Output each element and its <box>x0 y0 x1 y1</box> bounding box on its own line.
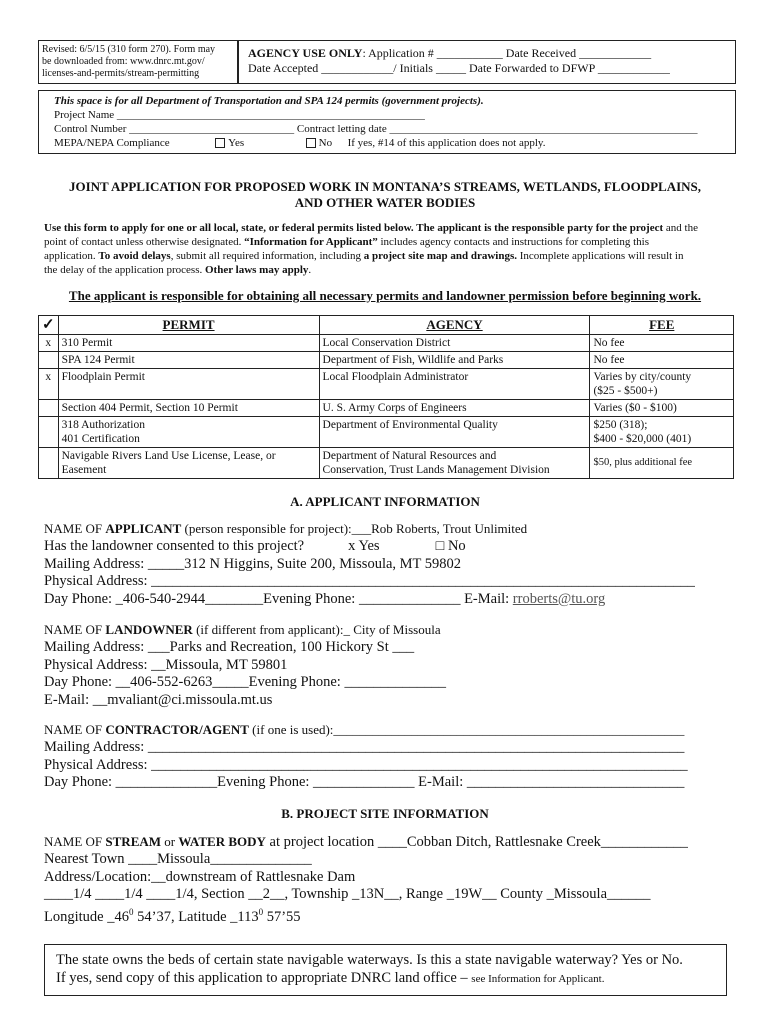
revision-line-3: licenses-and-permits/stream-permitting <box>42 68 200 79</box>
permit-name-cell: Navigable Rivers Land Use License, Lease, or Easement <box>58 448 319 479</box>
project-name-field[interactable]: Project Name ________________________________________________________ <box>54 109 425 121</box>
instructions-line-2: point of contact unless otherwise designated. <box>44 236 245 248</box>
permit-name-cell: 318 Authorization 401 Certification <box>58 417 319 448</box>
permit-row <box>39 369 734 400</box>
instructions-line-3-mid: , submit all required information, including <box>170 250 364 262</box>
consent-question: Has the landowner consented to this project? <box>44 538 305 554</box>
legal-description-field[interactable]: ____1/4 ____1/4 ____1/4, Section __2__, Township _13N__, Range _19W__ County _Missoula______ <box>44 886 651 902</box>
revision-line-1: Revised: 6/5/15 (310 form 270). Form may <box>42 44 216 55</box>
permits-header-row <box>39 316 734 335</box>
instructions-line-3-end: Incomplete applications will result in <box>517 250 684 262</box>
permit-fee-cell: Varies ($0 - $100) <box>590 400 734 417</box>
section-a-heading: A. APPLICANT INFORMATION <box>290 494 480 509</box>
permits-table <box>38 315 734 479</box>
fee-column-header: FEE <box>590 316 734 335</box>
applicant-label: APPLICANT <box>105 521 182 536</box>
water-body-label: WATER BODY <box>178 834 266 849</box>
mepa-label: MEPA/NEPA Compliance <box>54 137 170 149</box>
permit-fee-cell: $250 (318); $400 - $20,000 (401) <box>590 417 734 448</box>
instructions-line-4: the delay of the application process. <box>44 264 205 276</box>
permit-agency-cell: U. S. Army Corps of Engineers <box>319 400 590 417</box>
contractor-label: CONTRACTOR/AGENT <box>105 722 249 737</box>
landowner-email-field[interactable]: E-Mail: __mvaliant@ci.missoula.mt.us <box>44 691 273 708</box>
applicant-info <box>44 520 734 608</box>
landowner-label: LANDOWNER <box>105 622 193 637</box>
permit-name-cell: 310 Permit <box>58 335 319 352</box>
landowner-phone-fields[interactable]: Day Phone: __406-552-6263_____Evening Phone: ______________ <box>44 674 446 690</box>
agency-column-header: AGENCY <box>319 316 590 335</box>
permit-row <box>39 448 734 479</box>
stream-name-prefix: NAME OF <box>44 834 106 849</box>
longitude-value: 54’37, Latitude _113 <box>133 908 259 925</box>
permit-name-cell: SPA 124 Permit <box>58 352 319 369</box>
mepa-yes-label: Yes <box>228 137 245 149</box>
latitude-value: 57’55 <box>263 908 301 925</box>
applicant-physical-address[interactable]: Physical Address: ___________________________________________________________________________ <box>44 573 695 589</box>
mepa-yes-checkbox[interactable] <box>215 138 225 148</box>
consent-no-option[interactable]: □ No <box>435 538 466 554</box>
navigable-instruction: If yes, send copy of this application to appropriate DNRC land office – <box>56 969 472 986</box>
title-line-1: JOINT APPLICATION FOR PROPOSED WORK IN MONTANA’S STREAMS, WETLANDS, FLOODPLAINS, <box>68 179 702 194</box>
date-accepted-field[interactable]: Date Accepted ____________/ Initials _____ Date Forwarded to DFWP ____________ <box>248 61 670 75</box>
consent-yes-option[interactable]: x Yes <box>348 538 380 554</box>
permit-check-cell[interactable]: x <box>39 335 59 352</box>
applicant-phone-fields[interactable]: Day Phone: _406-540-2944________Evening Phone: ______________ E-Mail: <box>44 590 513 607</box>
permit-name-cell: Floodplain Permit <box>58 369 319 400</box>
permit-check-cell[interactable] <box>39 352 59 369</box>
permit-agency-cell: Department of Fish, Wildlife and Parks <box>319 352 590 369</box>
longitude-degree: 0 <box>128 906 134 917</box>
contractor-physical-address[interactable]: Physical Address: __________________________________________________________________________ <box>44 756 688 773</box>
see-info-for-applicant: see Information for Applicant. <box>471 972 605 985</box>
mepa-note: If yes, #14 of this application does not apply. <box>347 137 546 149</box>
latitude-degree: 0 <box>258 906 264 917</box>
gov-project-fields <box>54 94 730 150</box>
permit-fee-cell: $50, plus additional fee <box>590 448 734 479</box>
stream-label: STREAM <box>105 834 162 849</box>
permit-check-cell[interactable] <box>39 417 59 448</box>
form-title <box>20 179 750 211</box>
nearest-town-field[interactable]: Nearest Town ____Missoula______________ <box>44 851 312 867</box>
permit-fee-cell: Varies by city/county ($25 - $500+) <box>590 369 734 400</box>
permit-row <box>39 352 734 369</box>
other-laws: Other laws may apply <box>204 264 309 276</box>
avoid-delays: To avoid delays <box>98 250 171 262</box>
mepa-row <box>54 136 730 150</box>
landowner-name-field[interactable]: (if different from applicant):_ City of Missoula <box>192 622 441 637</box>
control-number-field[interactable]: Control Number ______________________________ Contract letting date ________________________________________________________ <box>54 123 698 135</box>
applicant-mailing-address[interactable]: Mailing Address: _____312 N Higgins, Suite 200, Missoula, MT 59802 <box>44 555 462 572</box>
landowner-mailing-address[interactable]: Mailing Address: ___Parks and Recreation, 100 Hickory St ___ <box>44 639 415 655</box>
revision-line-2: be downloaded from: www.dnrc.mt.gov/ <box>42 56 205 67</box>
stream-name-field[interactable]: at project location ____Cobban Ditch, Rattlesnake Creek____________ <box>265 834 688 850</box>
permit-row <box>39 400 734 417</box>
instructions-line-3: application. <box>44 250 99 262</box>
responsibility-notice: The applicant is responsible for obtaining all necessary permits and landowner permission before beginning work. <box>68 288 702 303</box>
application-number-field[interactable]: : Application # ___________ Date Received ____________ <box>362 46 652 60</box>
title-line-2: AND OTHER WATER BODIES <box>294 195 476 210</box>
permit-fee-cell: No fee <box>590 335 734 352</box>
instructions-line-1-end: and the <box>663 222 698 234</box>
longitude-label: Longitude _46 <box>44 908 129 925</box>
contractor-mailing-address[interactable]: Mailing Address: __________________________________________________________________________ <box>44 739 685 755</box>
instructions <box>44 221 734 277</box>
permit-row <box>39 335 734 352</box>
permit-agency-cell: Department of Environmental Quality <box>319 417 590 448</box>
agency-use-only-label: AGENCY USE ONLY <box>248 46 363 60</box>
permit-agency-cell: Department of Natural Resources and Conservation, Trust Lands Management Division <box>319 448 590 479</box>
coordinates-field[interactable] <box>44 904 734 926</box>
contractor-info <box>44 721 734 792</box>
info-for-applicant-ref: “Information for Applicant” <box>244 236 378 248</box>
check-column-header: ✓ <box>39 316 59 335</box>
mepa-no-checkbox[interactable] <box>306 138 316 148</box>
site-map-requirement: a project site map and drawings. <box>363 250 517 262</box>
permit-agency-cell: Local Conservation District <box>319 335 590 352</box>
applicant-name-field[interactable]: (person responsible for project):___Rob Roberts, Trout Unlimited <box>181 521 528 536</box>
permit-name-cell: Section 404 Permit, Section 10 Permit <box>58 400 319 417</box>
permit-agency-cell: Local Floodplain Administrator <box>319 369 590 400</box>
contractor-name-prefix: NAME OF <box>44 722 106 737</box>
permit-check-cell[interactable] <box>39 448 59 479</box>
applicant-email-link[interactable]: rroberts@tu.org <box>512 590 606 607</box>
applicant-name-prefix: NAME OF <box>44 521 106 536</box>
contractor-name-field[interactable]: (if one is used):______________________________________________________ <box>248 722 685 737</box>
mepa-no-label: No <box>318 137 333 149</box>
stream-or: or <box>161 834 179 849</box>
permit-check-cell[interactable] <box>39 400 59 417</box>
permit-column-header: PERMIT <box>58 316 319 335</box>
landowner-physical-address[interactable]: Physical Address: __Missoula, MT 59801 <box>44 656 288 673</box>
permit-row <box>39 417 734 448</box>
agency-use-fields <box>248 46 728 76</box>
project-site-info <box>44 833 734 926</box>
instructions-line-1: Use this form to apply for one or all local, state, or federal permits listed below. The applicant is the responsible party for the project <box>44 222 664 234</box>
permit-fee-cell: No fee <box>590 352 734 369</box>
contractor-phone-fields[interactable]: Day Phone: ______________Evening Phone: ______________ E-Mail: ______________________________ <box>44 774 685 790</box>
landowner-name-prefix: NAME OF <box>44 622 106 637</box>
instructions-line-4-end: . <box>308 264 312 276</box>
landowner-info <box>44 621 734 709</box>
section-b-heading: B. PROJECT SITE INFORMATION <box>281 806 489 821</box>
instructions-line-2-end: includes agency contacts and instructions for completing this <box>377 236 650 248</box>
site-address-field[interactable]: Address/Location:__downstream of Rattlesnake Dam <box>44 868 356 885</box>
permit-check-cell[interactable]: x <box>39 369 59 400</box>
revision-note <box>42 44 236 80</box>
navigable-question: The state owns the beds of certain state navigable waterways. Is this a state navigable waterway? Yes or No. <box>56 952 683 968</box>
gov-intro: This space is for all Department of Transportation and SPA 124 permits (government projects). <box>54 95 484 107</box>
navigable-waterway-text <box>56 952 721 987</box>
